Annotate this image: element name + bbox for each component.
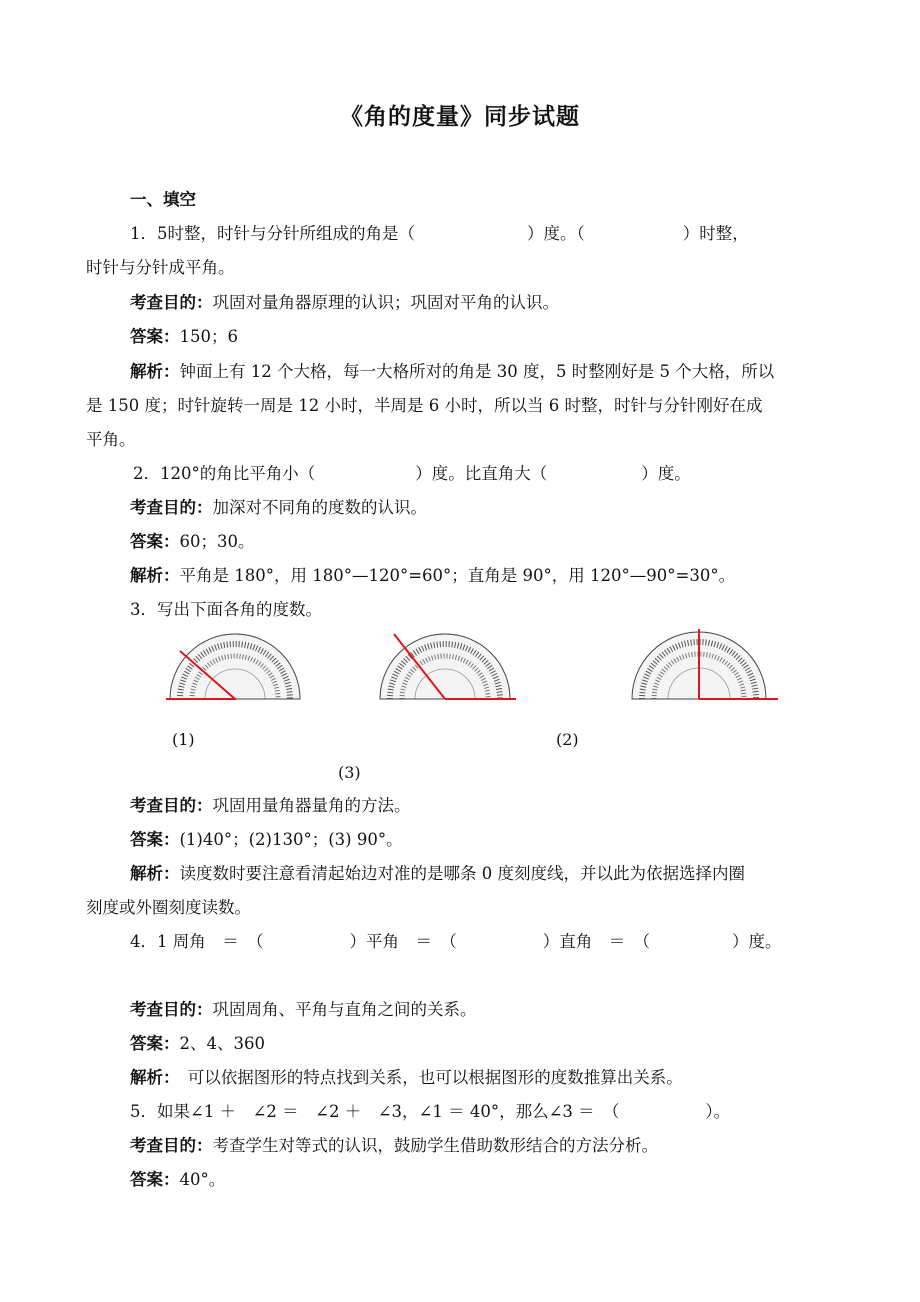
analysis-text: 可以依据图形的特点找到关系，也可以根据图形的度数推算出关系。 bbox=[171, 1068, 683, 1087]
q4-text-a: 4．1 周角 ＝ （ bbox=[130, 932, 264, 951]
purpose-label: 考查目的： bbox=[130, 1136, 213, 1155]
q2-purpose bbox=[130, 498, 427, 518]
q1-text-c: ）时整， bbox=[682, 224, 749, 243]
analysis-text: 读度数时要注意看清起始边对准的是哪条 0 度刻度线，并以此为依据选择内圈 bbox=[179, 864, 745, 883]
answer-text: (1)40°；(2)130°；(3) 90°。 bbox=[179, 830, 403, 849]
protractor-figure-1 bbox=[160, 625, 310, 705]
q4-purpose bbox=[130, 1000, 477, 1020]
answer-label: 答案： bbox=[130, 1170, 180, 1189]
purpose-text: 巩固用量角器量角的方法。 bbox=[212, 796, 411, 815]
q1-text-b: ）度。（ bbox=[527, 224, 585, 243]
answer-label: 答案： bbox=[130, 1034, 180, 1053]
analysis-text: 平角是 180°，用 180°—120°=60°；直角是 90°，用 120°—90°=30°。 bbox=[179, 566, 736, 585]
q2-text-c: ）度。 bbox=[641, 464, 691, 483]
q1-analysis-line3: 平角。 bbox=[86, 430, 136, 449]
q4-answer bbox=[130, 1034, 265, 1054]
question-1-cont: 时针与分针成平角。 bbox=[86, 258, 235, 277]
purpose-text: 巩固周角、平角与直角之间的关系。 bbox=[212, 1000, 477, 1019]
answer-text: 40°。 bbox=[179, 1170, 226, 1189]
purpose-label: 考查目的： bbox=[130, 293, 213, 312]
question-1 bbox=[130, 224, 749, 244]
question-3: 3．写出下面各角的度数。 bbox=[130, 600, 322, 619]
figure-caption-1: (1) bbox=[172, 730, 195, 749]
analysis-text: 钟面上有 12 个大格，每一大格所对的角是 30 度，5 时整刚好是 5 个大格，所以 bbox=[179, 362, 775, 381]
purpose-text: 加深对不同角的度数的认识。 bbox=[212, 498, 427, 517]
purpose-label: 考查目的： bbox=[130, 498, 213, 517]
analysis-label: 解析： bbox=[130, 1068, 172, 1087]
protractor-figure-3 bbox=[622, 625, 782, 705]
figure-caption-3: (3) bbox=[338, 763, 361, 782]
q5-text-a: 5．如果∠1 ＋ ∠2 ＝ ∠2 ＋ ∠3，∠1 ＝ 40°，那么∠3 ＝ （ bbox=[130, 1102, 620, 1121]
q4-text-b: ）平角 ＝ （ bbox=[349, 932, 457, 951]
q4-text-d: ）度。 bbox=[732, 932, 782, 951]
answer-label: 答案： bbox=[130, 532, 180, 551]
answer-text: 60；30。 bbox=[179, 532, 255, 551]
q3-analysis bbox=[130, 864, 745, 884]
q5-purpose bbox=[130, 1136, 658, 1156]
q1-analysis-line2: 是 150 度；时针旋转一周是 12 小时，半周是 6 小时，所以当 6 时整，时针与分针刚好在成 bbox=[86, 396, 763, 415]
q1-purpose bbox=[130, 293, 559, 313]
q3-analysis-line2: 刻度或外圈刻度读数。 bbox=[86, 898, 251, 917]
q3-purpose bbox=[130, 796, 411, 816]
analysis-label: 解析： bbox=[130, 566, 180, 585]
question-5 bbox=[130, 1102, 730, 1122]
q4-analysis bbox=[130, 1068, 683, 1088]
q2-answer bbox=[130, 532, 255, 552]
answer-text: 150；6 bbox=[179, 327, 238, 346]
purpose-label: 考查目的： bbox=[130, 796, 213, 815]
page-title: 《角的度量》同步试题 bbox=[340, 104, 580, 130]
answer-label: 答案： bbox=[130, 830, 180, 849]
q5-answer bbox=[130, 1170, 225, 1190]
q1-text-a: 1．5时整，时针与分针所组成的角是（ bbox=[130, 224, 415, 243]
q1-answer bbox=[130, 327, 238, 347]
section-heading: 一、填空 bbox=[130, 190, 196, 209]
purpose-text: 考查学生对等式的认识，鼓励学生借助数形结合的方法分析。 bbox=[212, 1136, 658, 1155]
q5-text-b: ）。 bbox=[705, 1102, 731, 1121]
q1-analysis bbox=[130, 362, 774, 382]
q3-answer bbox=[130, 830, 403, 850]
purpose-label: 考查目的： bbox=[130, 1000, 213, 1019]
protractor-figure-2 bbox=[370, 625, 520, 705]
figure-caption-2: (2) bbox=[556, 730, 579, 749]
question-2 bbox=[133, 464, 691, 484]
question-4 bbox=[130, 932, 782, 952]
analysis-label: 解析： bbox=[130, 362, 180, 381]
q2-text-b: ）度。比直角大（ bbox=[415, 464, 548, 483]
answer-text: 2、4、360 bbox=[179, 1034, 265, 1053]
analysis-label: 解析： bbox=[130, 864, 180, 883]
q2-text-a: 2．120°的角比平角小（ bbox=[133, 464, 316, 483]
answer-label: 答案： bbox=[130, 327, 180, 346]
q2-analysis bbox=[130, 566, 735, 586]
purpose-text: 巩固对量角器原理的认识；巩固对平角的认识。 bbox=[212, 293, 559, 312]
q4-text-c: ）直角 ＝ （ bbox=[542, 932, 650, 951]
